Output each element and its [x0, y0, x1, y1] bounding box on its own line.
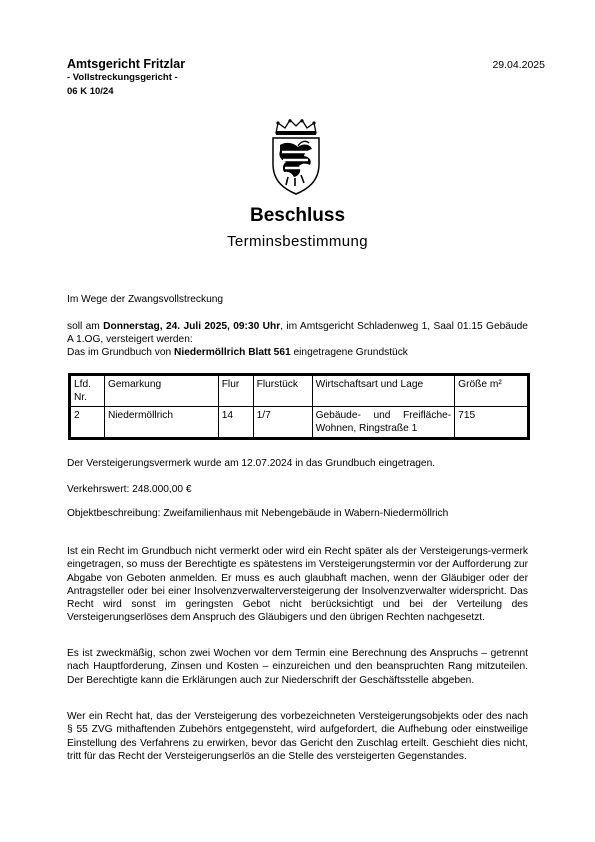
header-cell-lfd-nr: Lfd. Nr.: [71, 376, 105, 407]
cell-groesse: 715: [455, 407, 528, 438]
verkehrswert-text: Verkehrswert: 248.000,00 €: [67, 484, 192, 495]
header-cell-gemarkung: Gemarkung: [104, 376, 218, 407]
appointment-prefix: soll am: [67, 321, 104, 332]
paragraph-berechnung: Es ist zweckmäßig, schon zwei Wochen vor dem Termin eine Berechnung des Anspruchs – getrennt nach Hauptforderung, Zinsen und Kosten – einzureichen und den beanspruchten Rang mitzuteilen. Der Berechtigte kann die Erklärungen auch zur Niederschrift der Geschäftsstelle abgeben.: [67, 648, 528, 686]
court-department: - Vollstreckungsgericht -: [67, 72, 178, 83]
document-subtitle: Terminsbestimmung: [226, 233, 368, 250]
court-name: Amtsgericht Fritzlar: [67, 57, 186, 71]
header-cell-wirtschaftsart: Wirtschaftsart und Lage: [312, 376, 455, 407]
cell-lfd-nr: 2: [71, 407, 105, 438]
cell-wirtschaftsart: Gebäude- und Freifläche- Wohnen, Ringstraße 1: [312, 407, 455, 438]
property-table: [70, 375, 528, 438]
table-row: [71, 407, 528, 438]
cell-flur: 14: [218, 407, 253, 438]
paragraph-widerspruch: Wer ein Recht hat, das der Versteigerung des vorbezeichneten Versteigerungsobjekts oder des nach § 55 ZVG mithaftenden Zubehörs entgegensteht, wird aufgefordert, die Aufhebung oder einstweilige Einstellung des Verfahrens zu erwirken, bevor das Gericht den Zuschlag erteilt. Geschieht dies nicht, tritt für das Recht der Versteigerungserlös an die Stelle des versteigerten Gegenstandes.: [67, 711, 528, 762]
appointment-text: [67, 320, 528, 347]
header-cell-flurstueck: Flurstück: [253, 376, 312, 407]
table-header-row: [71, 376, 528, 407]
cell-flurstueck: 1/7: [253, 407, 312, 438]
appointment-date-time: Donnerstag, 24. Juli 2025, 09:30 Uhr: [103, 321, 281, 332]
paragraph-anmeldung: Ist ein Recht im Grundbuch nicht vermerkt oder wird ein Recht später als der Versteigerungs-vermerk eingetragen, so muss der Berechtigte es spätestens im Versteigerungstermin vor der Aufforderung zur Abgabe von Geboten anmelden. Er muss es auch glaubhaft machen, wenn der Gläubiger oder der Antragsteller oder bei einer Insolvenzverwalterversteigerung der Insolvenzverwalter widerspricht. Das Recht wird sonst im geringsten Gebot nicht berücksichtigt und bei der Verteilung des Versteigerungserlöses dem Anspruch des Gläubigers und den übrigen Rechten nachgesetzt.: [67, 546, 528, 624]
document-title: Beschluss: [249, 205, 346, 226]
grundbuch-suffix: eingetragene Grundstück: [290, 347, 408, 358]
objektbeschreibung-text: Objektbeschreibung: Zweifamilienhaus mit Nebengebäude in Wabern-Niedermöllrich: [67, 508, 449, 519]
court-header: [67, 57, 185, 99]
intro-text: Im Wege der Zwangsvollstreckung: [67, 294, 224, 305]
grundbuch-prefix: Das im Grundbuch von: [67, 347, 175, 358]
case-number: 06 K 10/24: [67, 86, 114, 97]
grundbuch-reference: Niedermöllrich Blatt 561: [174, 347, 291, 358]
header-cell-groesse: Größe m²: [455, 376, 528, 407]
versteigerungsvermerk-text: Der Versteigerungsvermerk wurde am 12.07.2024 in das Grundbuch eingetragen.: [67, 458, 436, 469]
cell-gemarkung: Niedermöllrich: [104, 407, 218, 438]
document-date: 29.04.2025: [492, 59, 545, 71]
header-cell-flur: Flur: [218, 376, 253, 407]
appointment-location: , im Amtsgericht Schladenweg 1, Saal 01.15 Gebäude A 1.OG, versteigert werden:: [67, 321, 528, 346]
grundbuch-text: [67, 346, 528, 359]
hessen-coat-of-arms-icon: [268, 119, 324, 195]
